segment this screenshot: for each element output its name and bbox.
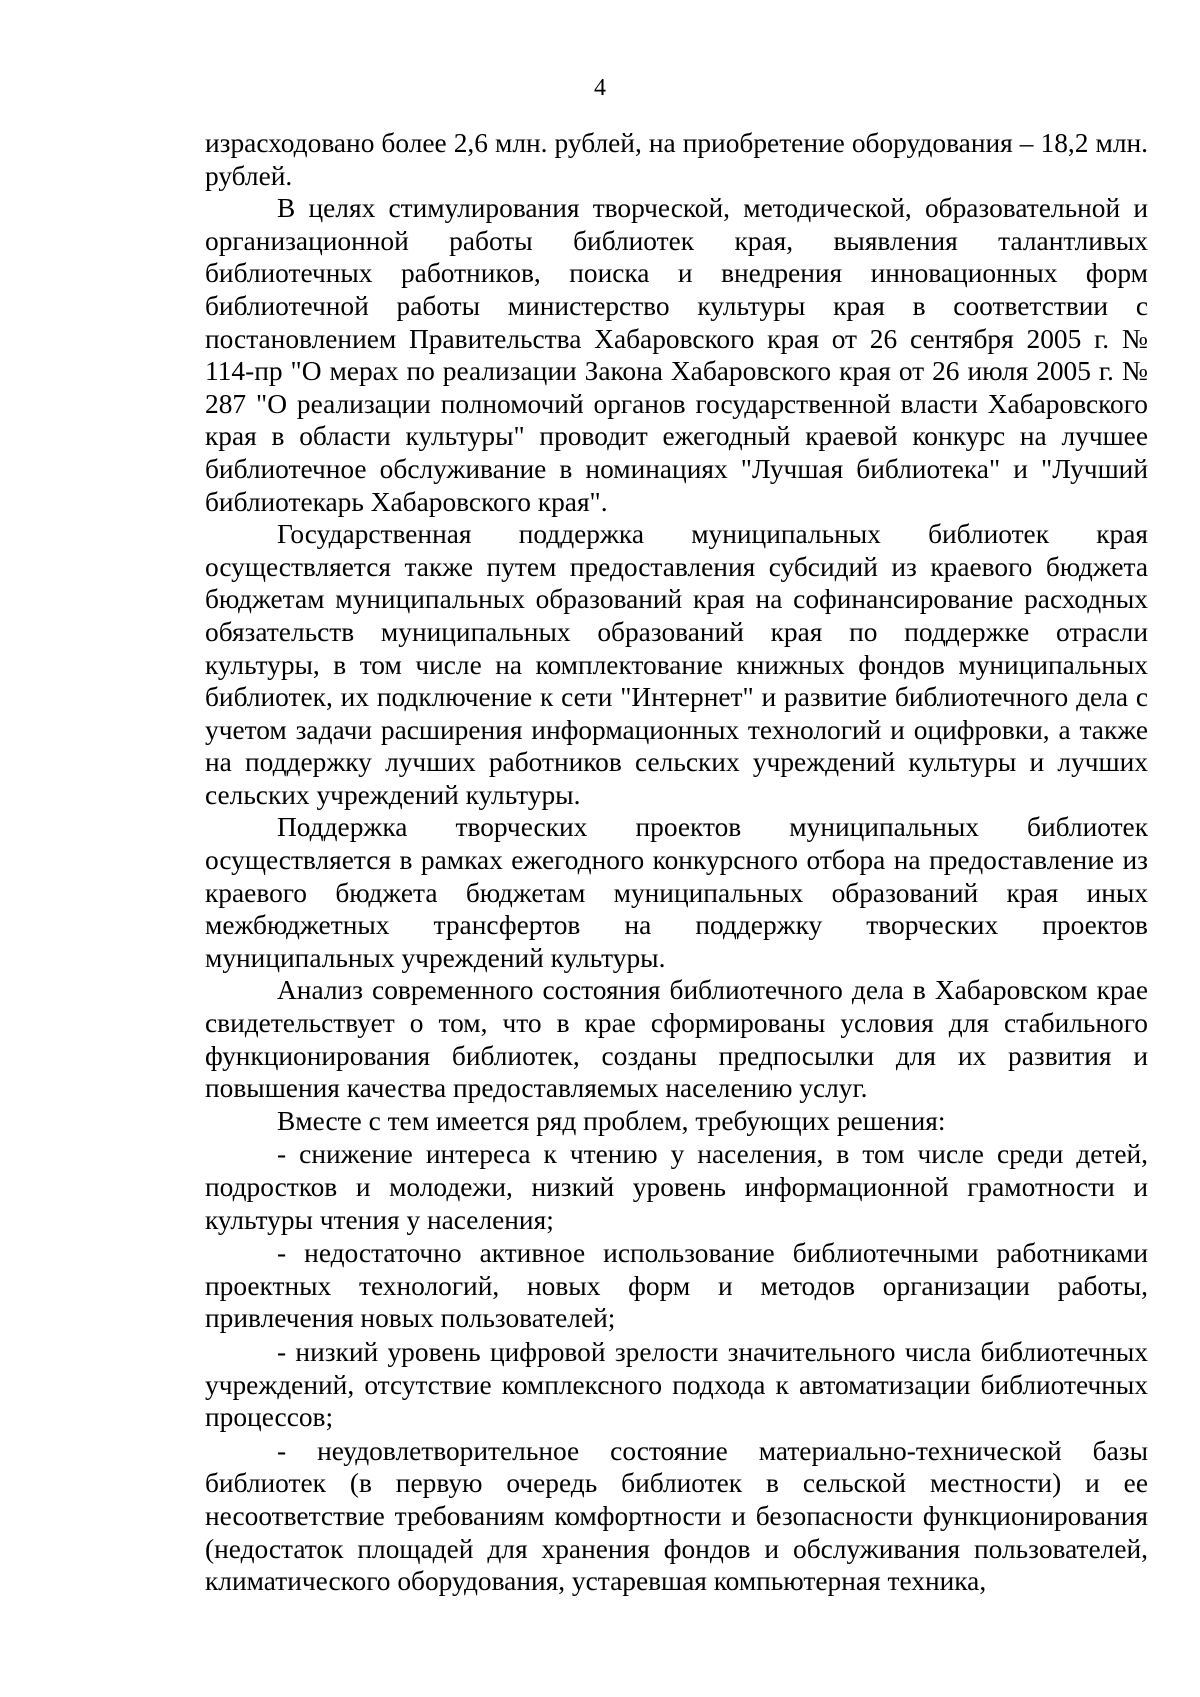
list-item-reading-interest: - снижение интереса к чтению у населения, в том числе среди детей, подростков и молодежи, низкий уровень информационной грамотности и культуры чтения у населения;: [205, 1139, 1148, 1235]
document-body: [205, 127, 1148, 1598]
paragraph-continuation: израсходовано более 2,6 млн. рублей, на приобретение оборудования – 18,2 млн. рублей.: [205, 128, 1148, 191]
list-item-digital-maturity: - низкий уровень цифровой зрелости значительного числа библиотечных учреждений, отсутствие комплексного подхода к автоматизации библиотечных процессов;: [205, 1336, 1148, 1433]
list-item-project-technologies: - недостаточно активное использование библиотечными работниками проектных технологий, новых форм и методов организации работы, привлечения новых пользователей;: [205, 1238, 1148, 1334]
paragraph-competition: В целях стимулирования творческой, методической, образовательной и организационной работы библиотек края, выявления талантливых библиотечных работников, поиска и внедрения инновационных форм библиотечной работы министерство культуры края в соответствии с постановлением Правительства Хабаровского края от 26 сентября 2005 г. № 114-пр "О мерах по реализации Закона Хабаровского края от 26 июля 2005 г. № 287 "О реализации полномочий органов государственной власти Хабаровского края в области культуры" проводит ежегодный краевой конкурс на лучшее библиотечное обслуживание в номинациях "Лучшая библиотека" и "Лучший библиотекарь Хабаровского края".: [205, 193, 1148, 517]
paragraph-creative-projects: Поддержка творческих проектов муниципальных библиотек осуществляется в рамках ежегодного конкурсного отбора на предоставление из краевого бюджета бюджетам муниципальных образований края иных межбюджетных трансфертов на поддержку творческих проектов муниципальных учреждений культуры.: [205, 812, 1148, 973]
list-item-material-base: - неудовлетворительное состояние материально-технической базы библиотек (в первую очередь библиотек в сельской местности) и ее несоответствие требованиям комфортности и безопасности функционирования (недостаток площадей для хранения фондов и обслуживания пользователей, климатического оборудования, устаревшая компьютерная техника,: [205, 1435, 1148, 1597]
page-number: 4: [594, 75, 606, 101]
paragraph-state-support: Государственная поддержка муниципальных библиотек края осуществляется также путем предоставления субсидий из краевого бюджета бюджетам муниципальных образований края на софинансирование расходных обязательств муниципальных образований края по поддержке отрасли культуры, в том числе на комплектование книжных фондов муниципальных библиотек, их подключение к сети "Интернет" и развитие библиотечного дела с учетом задачи расширения информационных технологий и оцифровки, а также на поддержку лучших работников сельских учреждений культуры и лучших сельских учреждений культуры.: [205, 519, 1148, 810]
paragraph-problems-intro: Вместе с тем имеется ряд проблем, требующих решения:: [277, 1105, 946, 1136]
paragraph-analysis: Анализ современного состояния библиотечного дела в Хабаровском крае свидетельствует о том, что в крае сформированы условия для стабильного функционирования библиотек, созданы предпосылки для их развития и повышения качества предоставляемых населению услуг.: [205, 975, 1148, 1104]
